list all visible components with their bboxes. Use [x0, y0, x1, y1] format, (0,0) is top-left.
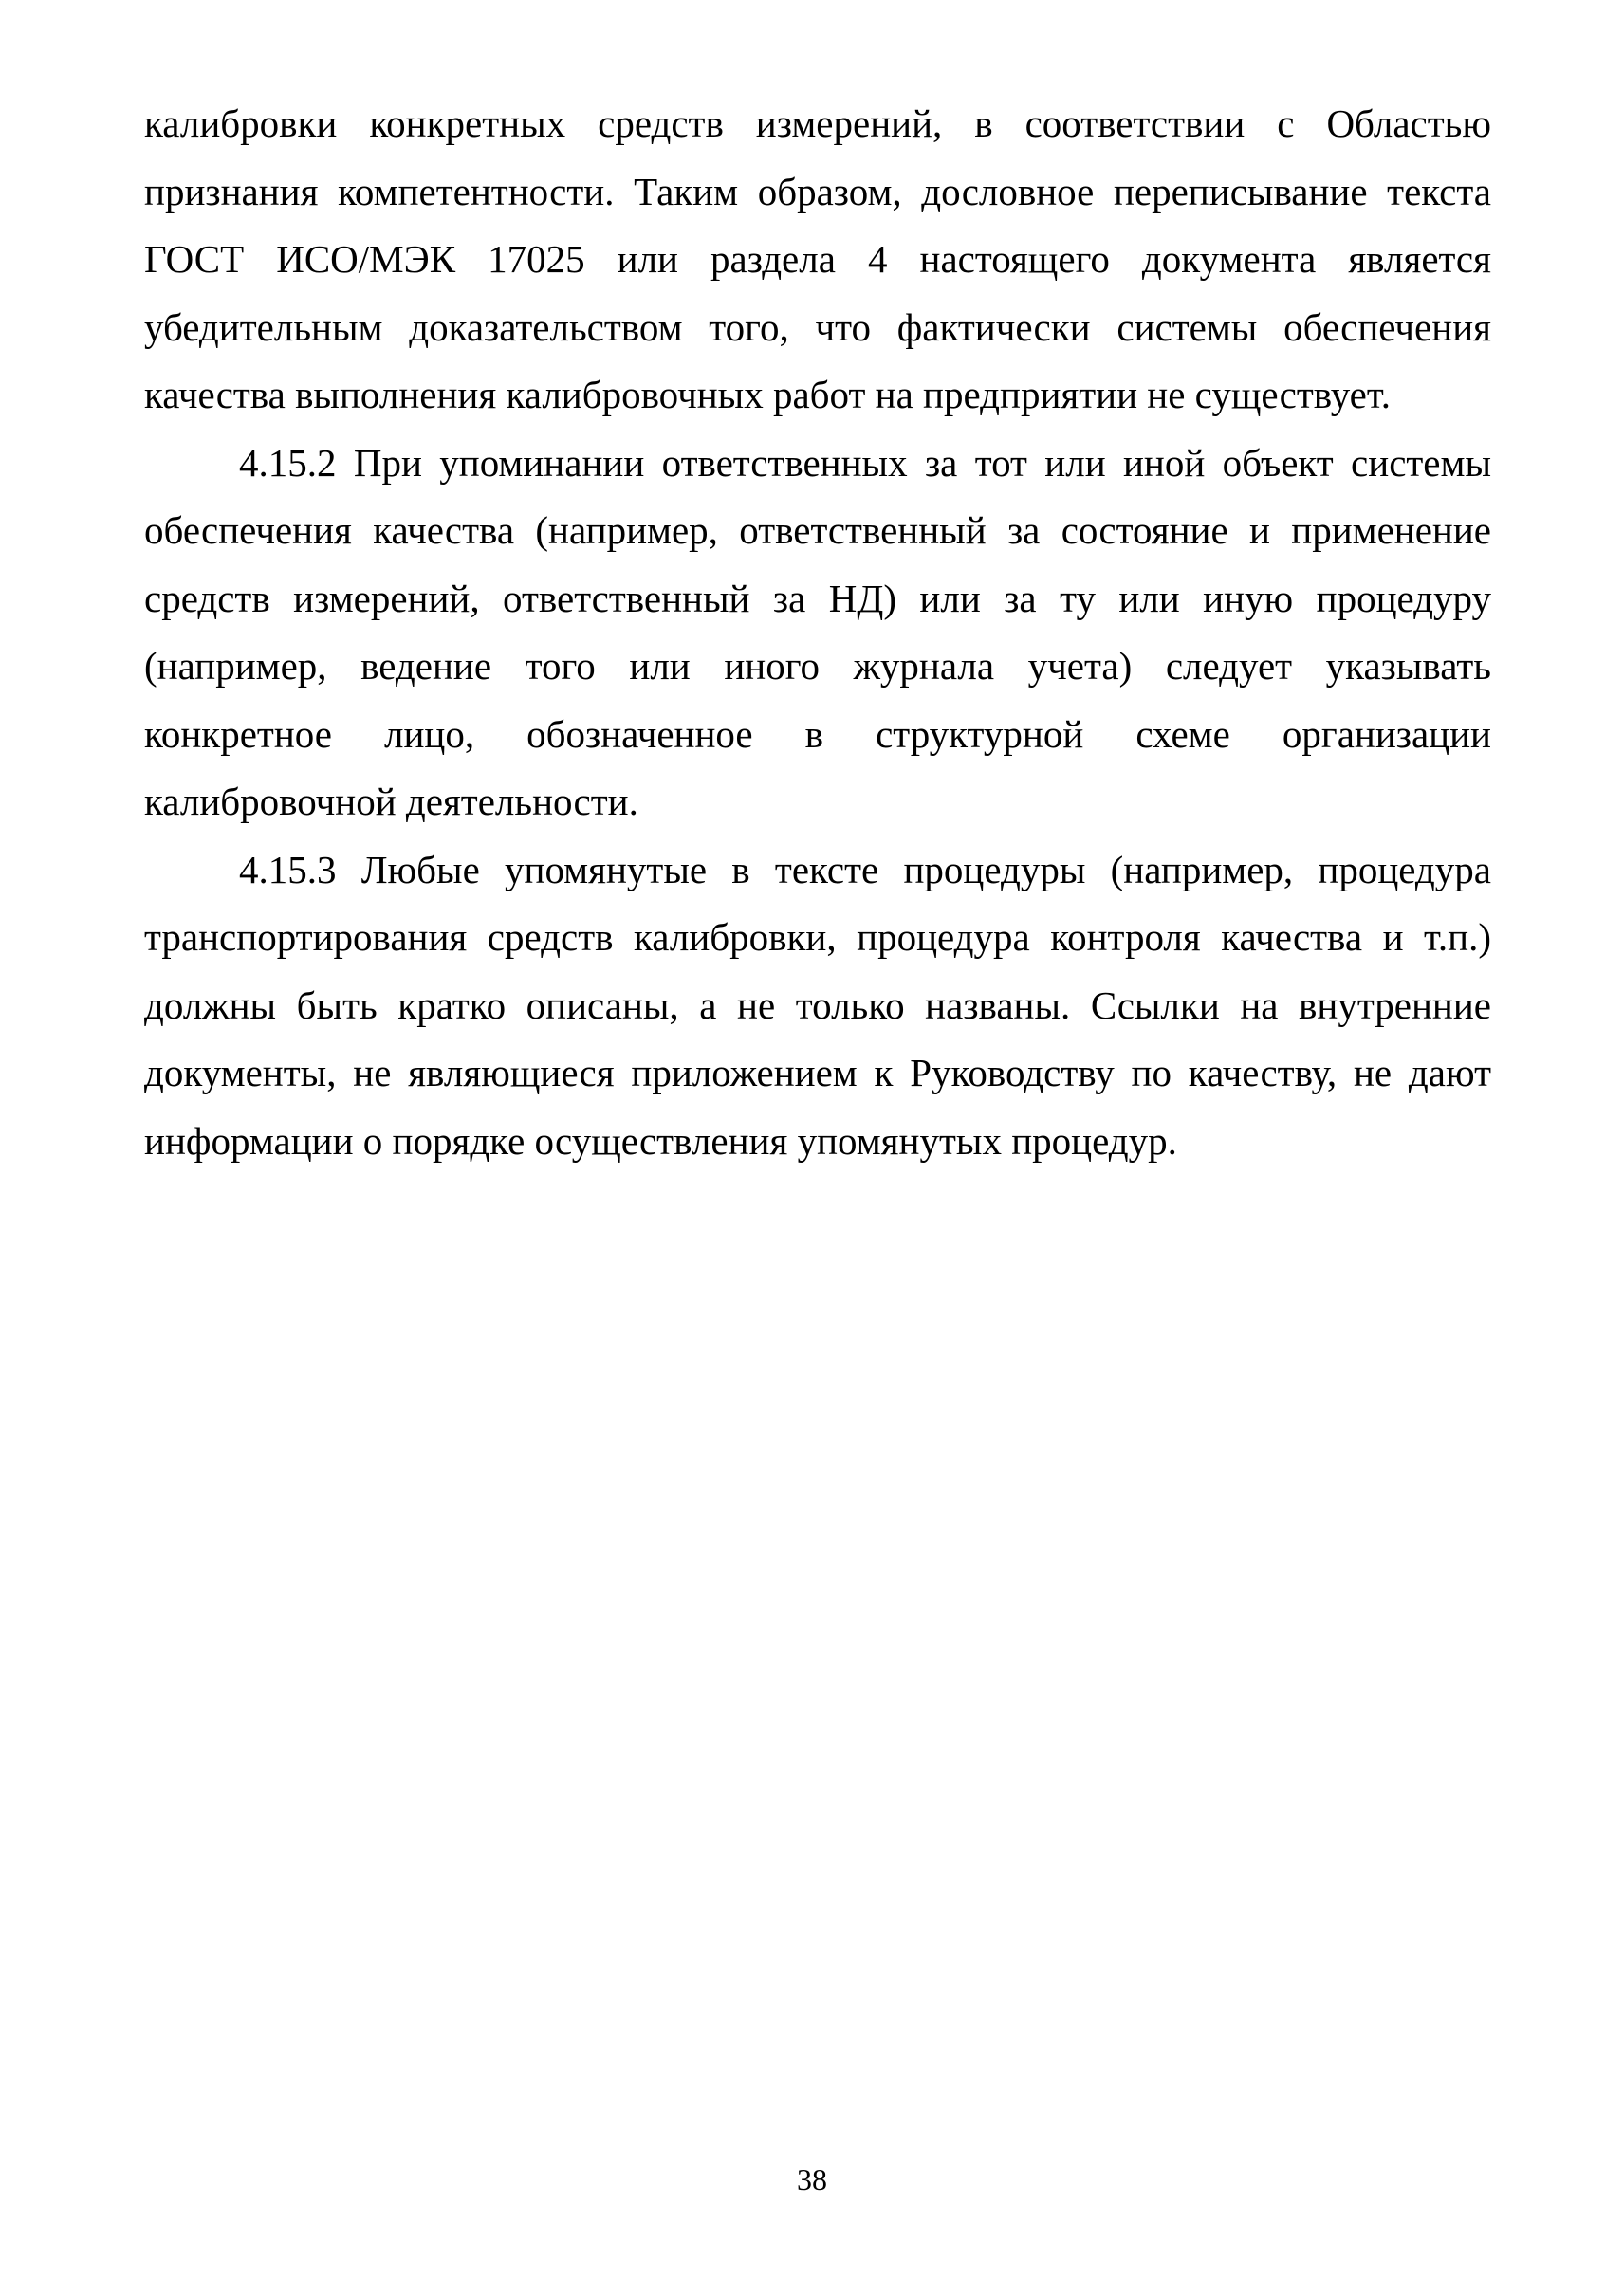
body-text	[144, 90, 1491, 1175]
paragraph-4-15-2: 4.15.2 При упоминании ответственных за тот или иной объект системы обеспечения качества (например, ответственный за состояние и применение средств измерений, ответственный за НД) или за ту или иную процедуру (например, ведение того или иного журнала учета) следует указывать конкретное лицо, обозначенное в структурной схеме организации калибровочной деятельности.	[144, 440, 1491, 823]
paragraph-4-15-3: 4.15.3 Любые упомянутые в тексте процедуры (например, процедура транспортирования средств калибровки, процедура контроля качества и т.п.) должны быть кратко описаны, а не только названы. Ссылки на внутренние документы, не являющиеся приложением к Руководству по качеству, не дают информации о порядке осуществления упомянутых процедур.	[144, 847, 1491, 1163]
paragraph-continuation: калибровки конкретных средств измерений, в соответствии с Областью признания компетентности. Таким образом, дословное переписывание текста ГОСТ ИСО/МЭК 17025 или раздела 4 настоящего документа является убедительным доказательством того, что фактически системы обеспечения качества выполнения калибровочных работ на предприятии не существует.	[144, 101, 1491, 416]
page-number: 38	[797, 2162, 827, 2196]
